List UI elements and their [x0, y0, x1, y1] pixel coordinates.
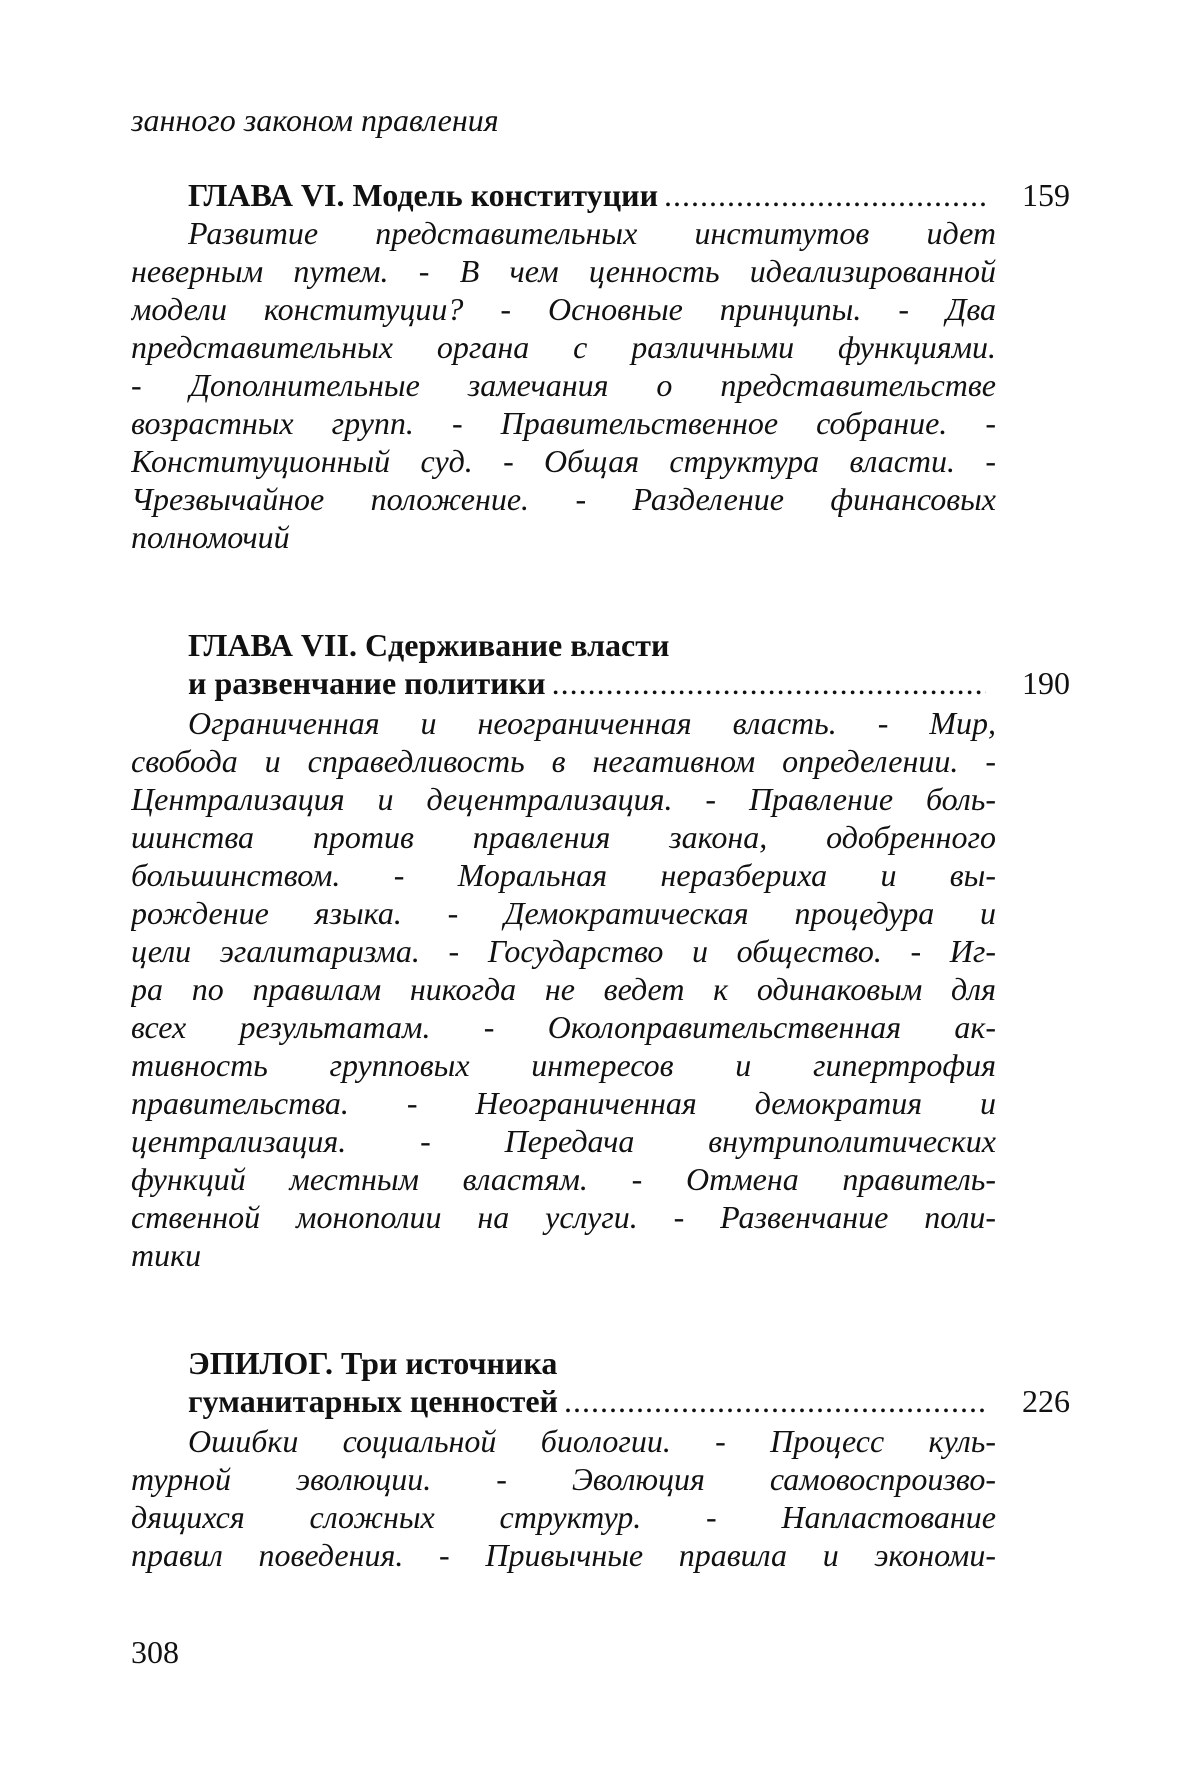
- chapter-7-heading-line2: [188, 663, 996, 703]
- epilogue-body-line: правил поведения. - Привычные правила и экономи-: [131, 1537, 996, 1573]
- chapter-7-body-line: функций местным властям. - Отмена правитель-: [131, 1161, 996, 1197]
- chapter-7-title: ГЛАВА VII. Сдерживание власти: [188, 627, 670, 663]
- chapter-7-body-line: Централизация и децентрализация. - Правление боль-: [131, 781, 996, 817]
- epilogue-body-line: дящихся сложных структур. - Напластование: [131, 1499, 996, 1535]
- chapter-7-body-line: правительства. - Неограниченная демократия и: [131, 1085, 996, 1121]
- epilogue-page-number: 226: [1022, 1383, 1070, 1419]
- epilogue-subtitle: гуманитарных ценностей: [188, 1383, 558, 1419]
- epilogue-heading-line2: [188, 1381, 996, 1421]
- chapter-6-body-line: неверным путем. - В чем ценность идеализированной: [131, 253, 996, 289]
- chapter-6-page-number: 159: [1022, 177, 1070, 213]
- chapter-6-body-line: Конституционный суд. - Общая структура власти. -: [131, 443, 996, 479]
- chapter-7-body-line: тики: [131, 1237, 202, 1273]
- leader-dots: [552, 663, 986, 703]
- chapter-7-body-line: большинством. - Моральная неразбериха и вы-: [131, 857, 996, 893]
- chapter-7-heading-line1: [188, 625, 996, 665]
- leader-dots: [664, 175, 986, 215]
- chapter-7-body-line: тивность групповых интересов и гипертрофия: [131, 1047, 996, 1083]
- chapter-6-body-line: Развитие представительных институтов идет: [188, 215, 996, 251]
- chapter-7-subtitle: и развенчание политики: [188, 665, 546, 701]
- chapter-7-body-line: шинства против правления закона, одобренного: [131, 819, 996, 855]
- text-column: [131, 0, 1070, 1776]
- leader-dots: [564, 1381, 986, 1421]
- chapter-6-body-line: представительных органа с различными функциями.: [131, 329, 996, 365]
- folio-page-number: 308: [131, 1634, 179, 1670]
- chapter-7-body-line: всех результатам. - Околоправительственная ак-: [131, 1009, 996, 1045]
- chapter-6-title: ГЛАВА VI. Модель конституции: [188, 177, 659, 213]
- chapter-7-body-line: централизация. - Передача внутриполитических: [131, 1123, 996, 1159]
- epilogue-heading-line1: [188, 1343, 996, 1383]
- chapter-7-body-line: ственной монополии на услуги. - Развенчание поли-: [131, 1199, 996, 1235]
- chapter-7-body-line: ра по правилам никогда не ведет к одинаковым для: [131, 971, 996, 1007]
- continuation-line: занного законом правления: [131, 102, 499, 138]
- epilogue-body-line: турной эволюции. - Эволюция самовоспроизво-: [131, 1461, 996, 1497]
- chapter-6-heading: [188, 175, 996, 215]
- epilogue-title: ЭПИЛОГ. Три источника: [188, 1345, 558, 1381]
- chapter-6-body-line: Чрезвычайное положение. - Разделение финансовых: [131, 481, 996, 517]
- epilogue-body-line: Ошибки социальной биологии. - Процесс куль-: [188, 1423, 996, 1459]
- chapter-6-body-line: модели конституции? - Основные принципы. - Два: [131, 291, 996, 327]
- chapter-6-body-line: возрастных групп. - Правительственное собрание. -: [131, 405, 996, 441]
- chapter-6-body-line: полномочий: [131, 519, 290, 555]
- chapter-7-body-line: цели эгалитаризма. - Государство и общество. - Иг-: [131, 933, 996, 969]
- chapter-7-page-number: 190: [1022, 665, 1070, 701]
- chapter-7-body-line: рождение языка. - Демократическая процедура и: [131, 895, 996, 931]
- chapter-7-body-line: Ограниченная и неограниченная власть. - Мир,: [188, 705, 996, 741]
- chapter-6-body-line: - Дополнительные замечания о представительстве: [131, 367, 996, 403]
- chapter-7-body-line: свобода и справедливость в негативном определении. -: [131, 743, 996, 779]
